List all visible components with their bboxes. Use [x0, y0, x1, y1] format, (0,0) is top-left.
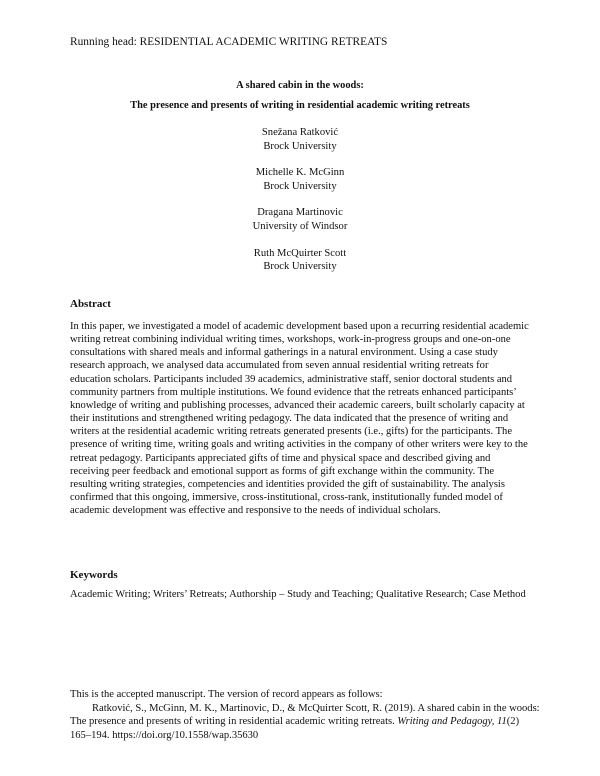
running-head: Running head: RESIDENTIAL ACADEMIC WRITING RETREATS	[70, 36, 388, 48]
author-entry	[70, 247, 530, 274]
paper-title: A shared cabin in the woods:	[236, 80, 364, 91]
version-of-record-note	[70, 688, 540, 742]
footer-intro: This is the accepted manuscript. The version of record appears as follows:	[70, 689, 383, 700]
keywords-text: Academic Writing; Writers’ Retreats; Authorship – Study and Teaching; Qualitative Research; Case Method	[70, 589, 526, 600]
paper-subtitle: The presence and presents of writing in residential academic writing retreats	[130, 100, 470, 111]
author-list	[70, 126, 530, 287]
author-name: Dragana Martinovic	[257, 207, 343, 219]
author-name: Snežana Ratković	[261, 127, 339, 138]
citation-issue-pages-doi: (2) 165–194. https://doi.org/10.1558/wap.35630	[70, 716, 520, 741]
author-name: Michelle K. McGinn	[255, 167, 345, 179]
author-name: Ruth McQuirter Scott	[253, 247, 347, 259]
citation-journal: Writing and Pedagogy,	[397, 716, 498, 728]
abstract-heading: Abstract	[70, 298, 111, 310]
author-entry	[70, 166, 530, 193]
author-affiliation: Brock University	[263, 140, 337, 152]
citation-volume: 11	[497, 716, 507, 728]
citation-authors-title: Ratković, S., McGinn, M. K., Martinovic, D., & McQuirter Scott, R. (2019). A shared cabin in the woods: The presence and presents of writing in residential academic writing retreats.	[70, 702, 540, 728]
title-block	[70, 78, 530, 114]
author-entry	[70, 206, 530, 233]
author-affiliation: Brock University	[263, 261, 337, 273]
author-affiliation: University of Windsor	[252, 220, 348, 232]
citation	[70, 702, 540, 743]
abstract-text: In this paper, we investigated a model of academic development based upon a recurring residential academic writing retreat combining individual writing times, workshops, work-in-progress groups and one-on-one consultations with shared meals and informal gatherings in a natural environment. Using a case study research approach, we analysed data accumulated from seven annual residential writing retreats for education scholars. Participants included 39 academics, administrative staff, senior doctoral students and community partners from multiple institutions. We found evidence that the retreats enhanced participants’ knowledge of writing and publishing processes, advanced their academic careers, built scholarly capacity at their institutions and strengthened writing pedagogy. The data indicated that the presence of writing and writers at the residential academic writing retreats generated presents (i.e., gifts) for the participants. The presence of writing time, writing goals and writing activities in the company of other writers were key to the retreat pedagogy. Participants appreciated gifts of time and physical space and described giving and receiving peer feedback and emotional support as forms of gift exchange within the community. The resulting writing strategies, competencies and identities provided the gift of sustainability. The analysis confirmed that this ongoing, immersive, cross-institutional, cross-rank, institutionally funded model of academic development was effective and responsive to the needs of individual scholars.	[70, 321, 529, 517]
keywords-heading: Keywords	[70, 569, 118, 581]
author-affiliation: Brock University	[263, 180, 337, 192]
author-entry	[70, 126, 530, 153]
